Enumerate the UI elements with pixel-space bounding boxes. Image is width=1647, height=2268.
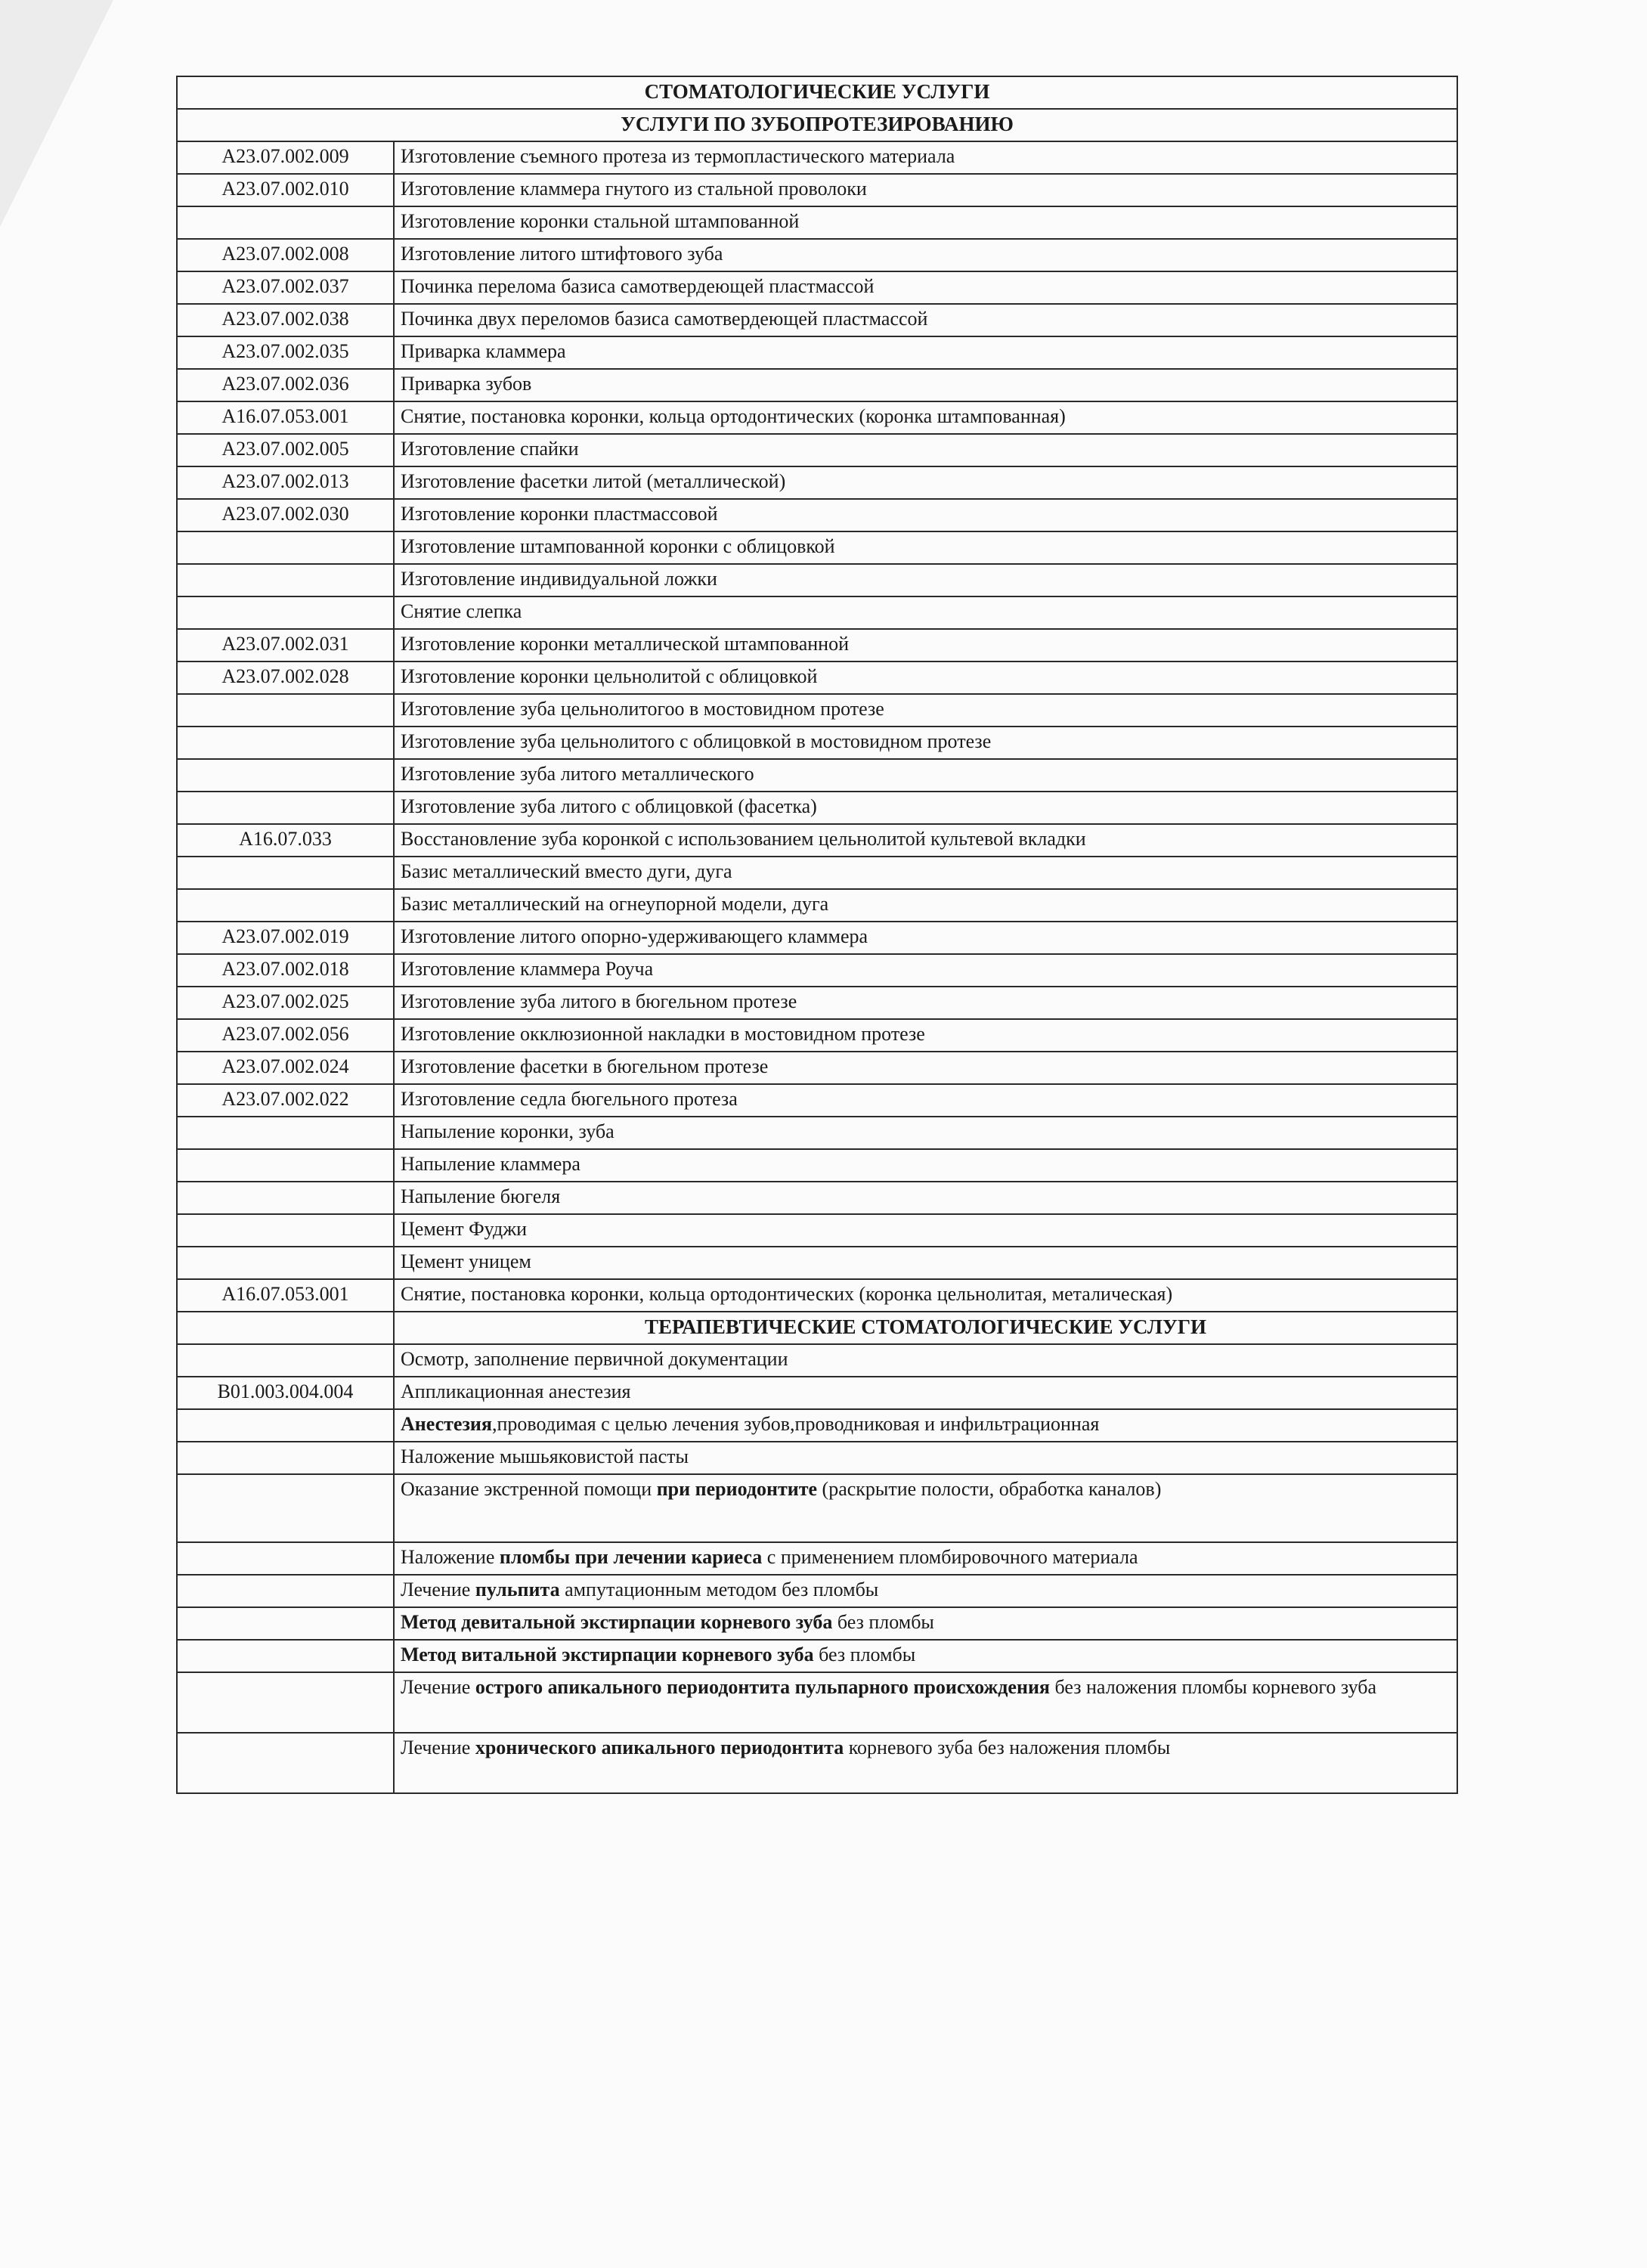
table-row — [177, 662, 1457, 694]
empty-code-cell — [177, 1672, 394, 1733]
table-row — [177, 466, 1457, 499]
table-row — [177, 499, 1457, 531]
service-name: Починка перелома базиса самотвердеющей пластмассой — [394, 271, 1457, 304]
table-row — [177, 1182, 1457, 1214]
service-name-bold: острого апикального периодонтита пульпарного происхождения — [475, 1676, 1050, 1698]
service-name: Починка двух переломов базиса самотвердеющей пластмассой — [394, 304, 1457, 336]
empty-code-cell — [177, 1442, 394, 1474]
service-code — [177, 1247, 394, 1279]
service-name: Изготовление зуба цельнолитогоо в мостовидном протезе — [394, 694, 1457, 727]
service-code — [177, 564, 394, 596]
service-name-bold: хронического апикального периодонтита — [475, 1737, 844, 1758]
service-name: Снятие слепка — [394, 596, 1457, 629]
service-name: Изготовление индивидуальной ложки — [394, 564, 1457, 596]
service-name-bold: Метод девитальной экстирпации корневого зуба — [401, 1611, 833, 1633]
service-code: A23.07.002.018 — [177, 954, 394, 987]
service-name-post: без пломбы — [813, 1644, 916, 1665]
table-row — [177, 1442, 1457, 1474]
table-row — [177, 564, 1457, 596]
service-code — [177, 694, 394, 727]
service-code — [177, 759, 394, 792]
service-name: Изготовление спайки — [394, 434, 1457, 466]
empty-code-cell — [177, 1733, 394, 1793]
service-name-post: (раскрытие полости, обработка каналов) — [817, 1478, 1162, 1500]
service-code — [177, 1182, 394, 1214]
service-name: Изготовление литого опорно-удерживающего кламмера — [394, 922, 1457, 954]
service-code: A23.07.002.009 — [177, 141, 394, 174]
service-name-pre: Лечение — [401, 1737, 475, 1758]
table-row — [177, 792, 1457, 824]
service-code — [177, 727, 394, 759]
table-row — [177, 1117, 1457, 1149]
service-name-bold: пульпита — [475, 1579, 560, 1600]
page-fold-corner — [0, 0, 113, 227]
service-name: Изготовление зуба литого в бюгельном протезе — [394, 987, 1457, 1019]
section-prosthetics-title: УСЛУГИ ПО ЗУБОПРОТЕЗИРОВАНИЮ — [177, 109, 1457, 141]
service-name: Базис металлический на огнеупорной модели, дуга — [394, 889, 1457, 922]
service-name: Изготовление коронки стальной штампованной — [394, 206, 1457, 239]
service-name: Изготовление кламмера гнутого из стальной проволоки — [394, 174, 1457, 206]
service-name: Цемент уницем — [394, 1247, 1457, 1279]
table-row — [177, 1542, 1457, 1575]
service-name: Изготовление коронки металлической штампованной — [394, 629, 1457, 662]
table-row — [177, 889, 1457, 922]
service-name: Изготовление коронки пластмассовой — [394, 499, 1457, 531]
service-code: A23.07.002.036 — [177, 369, 394, 401]
table-row — [177, 206, 1457, 239]
service-name: Изготовление коронки цельнолитой с облицовкой — [394, 662, 1457, 694]
service-name: Напыление кламмера — [394, 1149, 1457, 1182]
service-name — [394, 1575, 1457, 1607]
service-code: A23.07.002.013 — [177, 466, 394, 499]
table-row — [177, 304, 1457, 336]
table-row — [177, 857, 1457, 889]
service-name-rest: ,проводимая с целью лечения зубов,проводниковая и инфильтрационная — [491, 1413, 1100, 1435]
service-name: Изготовление зуба литого с облицовкой (фасетка) — [394, 792, 1457, 824]
table-row — [177, 922, 1457, 954]
table-row — [177, 987, 1457, 1019]
service-name: Приварка зубов — [394, 369, 1457, 401]
empty-code-cell — [177, 1474, 394, 1542]
service-name — [394, 1409, 1457, 1442]
service-name: Изготовление литого штифтового зуба — [394, 239, 1457, 271]
service-name-post: ампутационным методом без пломбы — [559, 1579, 879, 1600]
service-name: Изготовление фасетки литой (металлической) — [394, 466, 1457, 499]
table-row — [177, 1640, 1457, 1672]
service-code: A23.07.002.028 — [177, 662, 394, 694]
service-code: A23.07.002.031 — [177, 629, 394, 662]
service-name-post: без пломбы — [832, 1611, 934, 1633]
service-name-bold: при периодонтите — [656, 1478, 818, 1500]
service-name: Изготовление кламмера Роуча — [394, 954, 1457, 987]
service-name-bold: Анестезия — [401, 1413, 492, 1435]
service-name-pre: Наложение — [401, 1546, 500, 1568]
service-name-pre: Лечение — [401, 1579, 475, 1600]
table-row — [177, 1733, 1457, 1793]
empty-code-cell — [177, 1575, 394, 1607]
service-code: A16.07.033 — [177, 824, 394, 857]
service-code — [177, 792, 394, 824]
table-row — [177, 1247, 1457, 1279]
service-name: Изготовление окклюзионной накладки в мостовидном протезе — [394, 1019, 1457, 1052]
table-row — [177, 174, 1457, 206]
table-row — [177, 369, 1457, 401]
section-header-row — [177, 1312, 1457, 1344]
service-code: A23.07.002.010 — [177, 174, 394, 206]
table-row — [177, 1214, 1457, 1247]
service-name — [394, 1474, 1457, 1542]
service-name — [394, 1607, 1457, 1640]
service-name: Аппликационная анестезия — [394, 1377, 1457, 1409]
table-row — [177, 759, 1457, 792]
service-code: A23.07.002.037 — [177, 271, 394, 304]
service-code: A16.07.053.001 — [177, 401, 394, 434]
service-code — [177, 1214, 394, 1247]
service-name: Базис металлический вместо дуги, дуга — [394, 857, 1457, 889]
service-name: Снятие, постановка коронки, кольца ортодонтических (коронка цельнолитая, металическая) — [394, 1279, 1457, 1312]
table-row — [177, 694, 1457, 727]
service-code: B01.003.004.004 — [177, 1377, 394, 1409]
service-name-bold: Метод витальной экстирпации корневого зуба — [401, 1644, 814, 1665]
service-code: A23.07.002.005 — [177, 434, 394, 466]
service-code — [177, 1344, 394, 1377]
table-row — [177, 824, 1457, 857]
service-code — [177, 531, 394, 564]
table-row — [177, 727, 1457, 759]
service-name-pre: Лечение — [401, 1676, 475, 1698]
service-name: Цемент Фуджи — [394, 1214, 1457, 1247]
services-table — [176, 76, 1458, 1794]
table-row — [177, 1575, 1457, 1607]
service-code — [177, 596, 394, 629]
service-name-post: корневого зуба без наложения пломбы — [844, 1737, 1171, 1758]
table-row — [177, 141, 1457, 174]
service-name — [394, 1672, 1457, 1733]
service-name — [394, 1542, 1457, 1575]
empty-code-cell — [177, 1409, 394, 1442]
service-code: A23.07.002.008 — [177, 239, 394, 271]
table-row — [177, 1084, 1457, 1117]
service-name: Изготовление фасетки в бюгельном протезе — [394, 1052, 1457, 1084]
section-header-row — [177, 109, 1457, 141]
service-code — [177, 1117, 394, 1149]
service-name: Снятие, постановка коронки, кольца ортодонтических (коронка штампованная) — [394, 401, 1457, 434]
service-code: A23.07.002.030 — [177, 499, 394, 531]
service-name: Напыление бюгеля — [394, 1182, 1457, 1214]
table-row — [177, 271, 1457, 304]
service-name: Изготовление седла бюгельного протеза — [394, 1084, 1457, 1117]
service-name: Осмотр, заполнение первичной документации — [394, 1344, 1457, 1377]
table-row — [177, 1279, 1457, 1312]
service-name-post: с применением пломбировочного материала — [762, 1546, 1138, 1568]
table-row — [177, 954, 1457, 987]
table-row — [177, 1672, 1457, 1733]
table-row — [177, 629, 1457, 662]
service-name: Восстановление зуба коронкой с использованием цельнолитой культевой вкладки — [394, 824, 1457, 857]
service-name-post: без наложения пломбы корневого зуба — [1050, 1676, 1377, 1698]
service-code — [177, 1149, 394, 1182]
table-row — [177, 1409, 1457, 1442]
service-name: Изготовление съемного протеза из термопластического материала — [394, 141, 1457, 174]
service-name-pre: Оказание экстренной помощи — [401, 1478, 657, 1500]
table-row — [177, 434, 1457, 466]
service-name — [394, 1733, 1457, 1793]
service-name: Изготовление зуба литого металлического — [394, 759, 1457, 792]
table-row — [177, 1607, 1457, 1640]
table-row — [177, 1019, 1457, 1052]
service-code — [177, 206, 394, 239]
service-name — [394, 1640, 1457, 1672]
service-name-bold: пломбы при лечении кариеса — [499, 1546, 763, 1568]
service-code: A16.07.053.001 — [177, 1279, 394, 1312]
service-code: A23.07.002.024 — [177, 1052, 394, 1084]
table-title: СТОМАТОЛОГИЧЕСКИЕ УСЛУГИ — [177, 76, 1457, 109]
table-row — [177, 336, 1457, 369]
service-name: Наложение мышьяковистой пасты — [394, 1442, 1457, 1474]
service-code: A23.07.002.056 — [177, 1019, 394, 1052]
table-row — [177, 1052, 1457, 1084]
service-name: Напыление коронки, зуба — [394, 1117, 1457, 1149]
table-row — [177, 596, 1457, 629]
table-row — [177, 1344, 1457, 1377]
table-title-row — [177, 76, 1457, 109]
empty-code-cell — [177, 1607, 394, 1640]
service-code: A23.07.002.035 — [177, 336, 394, 369]
table-row — [177, 1149, 1457, 1182]
service-code: A23.07.002.025 — [177, 987, 394, 1019]
service-name: Изготовление штампованной коронки с облицовкой — [394, 531, 1457, 564]
service-code: A23.07.002.038 — [177, 304, 394, 336]
service-name: Изготовление зуба цельнолитого с облицовкой в мостовидном протезе — [394, 727, 1457, 759]
section-therapy-title: ТЕРАПЕВТИЧЕСКИЕ СТОМАТОЛОГИЧЕСКИЕ УСЛУГИ — [394, 1312, 1457, 1344]
table-row — [177, 531, 1457, 564]
service-code — [177, 889, 394, 922]
table-row — [177, 1474, 1457, 1542]
table-row — [177, 401, 1457, 434]
empty-code-cell — [177, 1542, 394, 1575]
service-code: A23.07.002.019 — [177, 922, 394, 954]
empty-code-cell — [177, 1640, 394, 1672]
service-code: A23.07.002.022 — [177, 1084, 394, 1117]
table-row — [177, 1377, 1457, 1409]
service-name: Приварка кламмера — [394, 336, 1457, 369]
empty-code-cell — [177, 1312, 394, 1344]
service-code — [177, 857, 394, 889]
table-row — [177, 239, 1457, 271]
